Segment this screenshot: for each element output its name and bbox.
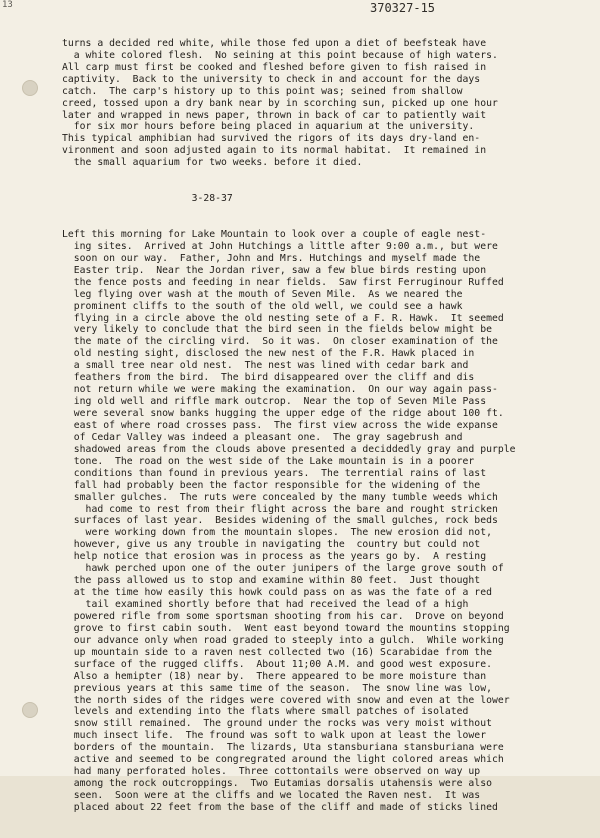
previous-entry-text: [62, 38, 592, 169]
text-line: smaller gulches. The ruts were concealed by the many tumble weeds which: [62, 491, 498, 503]
text-line: surface of the rugged cliffs. About 11;00 A.M. and good west exposure.: [62, 658, 492, 670]
text-line: This typical amphibian had survived the rigors of its days dry-land en-: [62, 133, 481, 145]
text-line: fall had probably been the factor responsible for the widening of the: [62, 479, 481, 491]
text-line: very likely to conclude that the bird seen in the fields below might be: [62, 324, 492, 336]
punch-hole-top: [22, 80, 38, 96]
text-line: had come to rest from their flight across the bare and rought stricken: [62, 503, 498, 515]
text-line: ing sites. Arrived at John Hutchings a little after 9:00 a.m., but were: [62, 240, 498, 252]
text-line: much insect life. The fround was soft to walk upon at least the lower: [62, 730, 487, 742]
text-line: at the time how easily this howk could pass on as was the fate of a red: [62, 587, 492, 599]
text-line: the fence posts and feeding in near fields. Saw first Ferruginour Ruffed: [62, 276, 504, 288]
text-line: east of where road crosses pass. The first view across the wide expanse: [62, 419, 498, 431]
text-line: not return while we were making the examination. On our way again pass-: [62, 384, 498, 396]
entry-date-line: [62, 193, 592, 205]
text-line: placed about 22 feet from the base of the cliff and made of sticks lined: [62, 801, 498, 813]
text-line: however, give us any trouble in navigating the country but could not: [62, 539, 481, 551]
text-line: snow still remained. The ground under the rocks was very moist without: [62, 718, 492, 730]
page-number: 13: [2, 0, 13, 10]
text-line: vironment and soon adjusted again to its normal habitat. It remained in: [62, 145, 487, 157]
text-line: captivity. Back to the university to check in and account for the days: [62, 73, 481, 85]
text-line: our advance only when road graded to steeply into a gulch. While working: [62, 634, 504, 646]
text-line: leg flying over wash at the mouth of Seven Mile. As we neared the: [62, 288, 463, 300]
text-line: All carp must first be cooked and fleshed before given to fish raised in: [62, 61, 487, 73]
text-line: shadowed areas from the clouds above presented a deciddedly gray and purple: [62, 443, 516, 455]
text-line: were working down from the mountain slopes. The new erosion did not,: [62, 527, 492, 539]
text-line: powered rifle from some sportsman shooting from his car. Drove on beyond: [62, 610, 504, 622]
text-line: were several snow banks hugging the upper edge of the ridge about 100 ft.: [62, 408, 504, 420]
text-line: hawk perched upon one of the outer junipers of the large grove south of: [62, 563, 504, 575]
text-line: grove to first cabin south. Went east beyond toward the mountins stopping: [62, 622, 510, 634]
text-line: soon on our way. Father, John and Mrs. Hutchings and myself made the: [62, 252, 481, 264]
text-line: Easter trip. Near the Jordan river, saw a few blue birds resting upon: [62, 264, 487, 276]
text-line: later and wrapped in news paper, thrown in back of car to patiently wait: [62, 109, 487, 121]
text-line: a white colored flesh. No seining at this point because of high waters.: [62, 49, 498, 61]
text-line: help notice that erosion was in process as the years go by. A resting: [62, 551, 487, 563]
text-line: flying in a circle above the old nesting sete of a F. R. Hawk. It seemed: [62, 312, 504, 324]
text-line: creed, tossed upon a dry bank near by in scorching sun, picked up one hour: [62, 97, 498, 109]
text-line: for six mor hours before being placed in aquarium at the university.: [62, 121, 475, 133]
entry-date: 3-28-37: [191, 193, 233, 205]
punch-hole-bottom: [22, 702, 38, 718]
text-line: of Cedar Valley was indeed a pleasant one. The gray sagebrush and: [62, 431, 463, 443]
text-line: the north sides of the ridges were covered with snow and even at the lower: [62, 694, 510, 706]
text-line: catch. The carp's history up to this point was; seined from shallow: [62, 85, 463, 97]
text-line: among the rock outcroppings. Two Eutamias dorsalis utahensis were also: [62, 778, 492, 790]
text-line: surfaces of last year. Besides widening of the small gulches, rock beds: [62, 515, 498, 527]
text-line: prominent cliffs to the south of the old well, we could see a hawk: [62, 300, 463, 312]
text-line: active and seemed to be congregrated around the light colored areas which: [62, 754, 504, 766]
text-line: tone. The road on the west side of the Lake mountain is in a poorer: [62, 455, 475, 467]
text-line: Left this morning for Lake Mountain to look over a couple of eagle nest-: [62, 228, 487, 240]
text-line: the small aquarium for two weeks. before it died.: [62, 157, 363, 169]
text-line: previous years at this same time of the season. The snow line was low,: [62, 682, 492, 694]
text-line: feathers from the bird. The bird disappeared over the cliff and dis: [62, 372, 475, 384]
entry-date-indent: [62, 193, 192, 204]
document-id-stamp: 370327-15: [370, 1, 436, 15]
entry-text: [62, 229, 592, 814]
text-line: conditions than found in previous years. The terrential rains of last: [62, 467, 487, 479]
text-line: old nesting sight, disclosed the new nest of the F.R. Hawk placed in: [62, 348, 475, 360]
text-line: ing old well and riffle mark outcrop. Near the top of Seven Mile Pass: [62, 396, 487, 408]
text-line: levels and extending into the flats where small patches of isolated: [62, 706, 469, 718]
text-line: tail examined shortly before that had received the lead of a high: [62, 599, 469, 611]
text-line: borders of the mountain. The lizards, Uta stansburiana stansburiana were: [62, 742, 504, 754]
journal-text: [62, 14, 592, 838]
text-line: Also a hemipter (18) near by. There appeared to be more moisture than: [62, 670, 487, 682]
text-line: a small tree near old nest. The nest was lined with cedar bark and: [62, 360, 469, 372]
text-line: seen. Soon were at the cliffs and we located the Raven nest. It was: [62, 790, 481, 802]
text-line: up mountain side to a raven nest collected two (16) Scarabidae from the: [62, 646, 492, 658]
text-line: turns a decided red white, while those fed upon a diet of beefsteak have: [62, 37, 487, 49]
text-line: had many perforated holes. Three cottontails were observed on way up: [62, 766, 481, 778]
text-line: the pass allowed us to stop and examine within 80 feet. Just thought: [62, 575, 481, 587]
text-line: the mate of the circling vird. So it was. On closer examination of the: [62, 336, 498, 348]
